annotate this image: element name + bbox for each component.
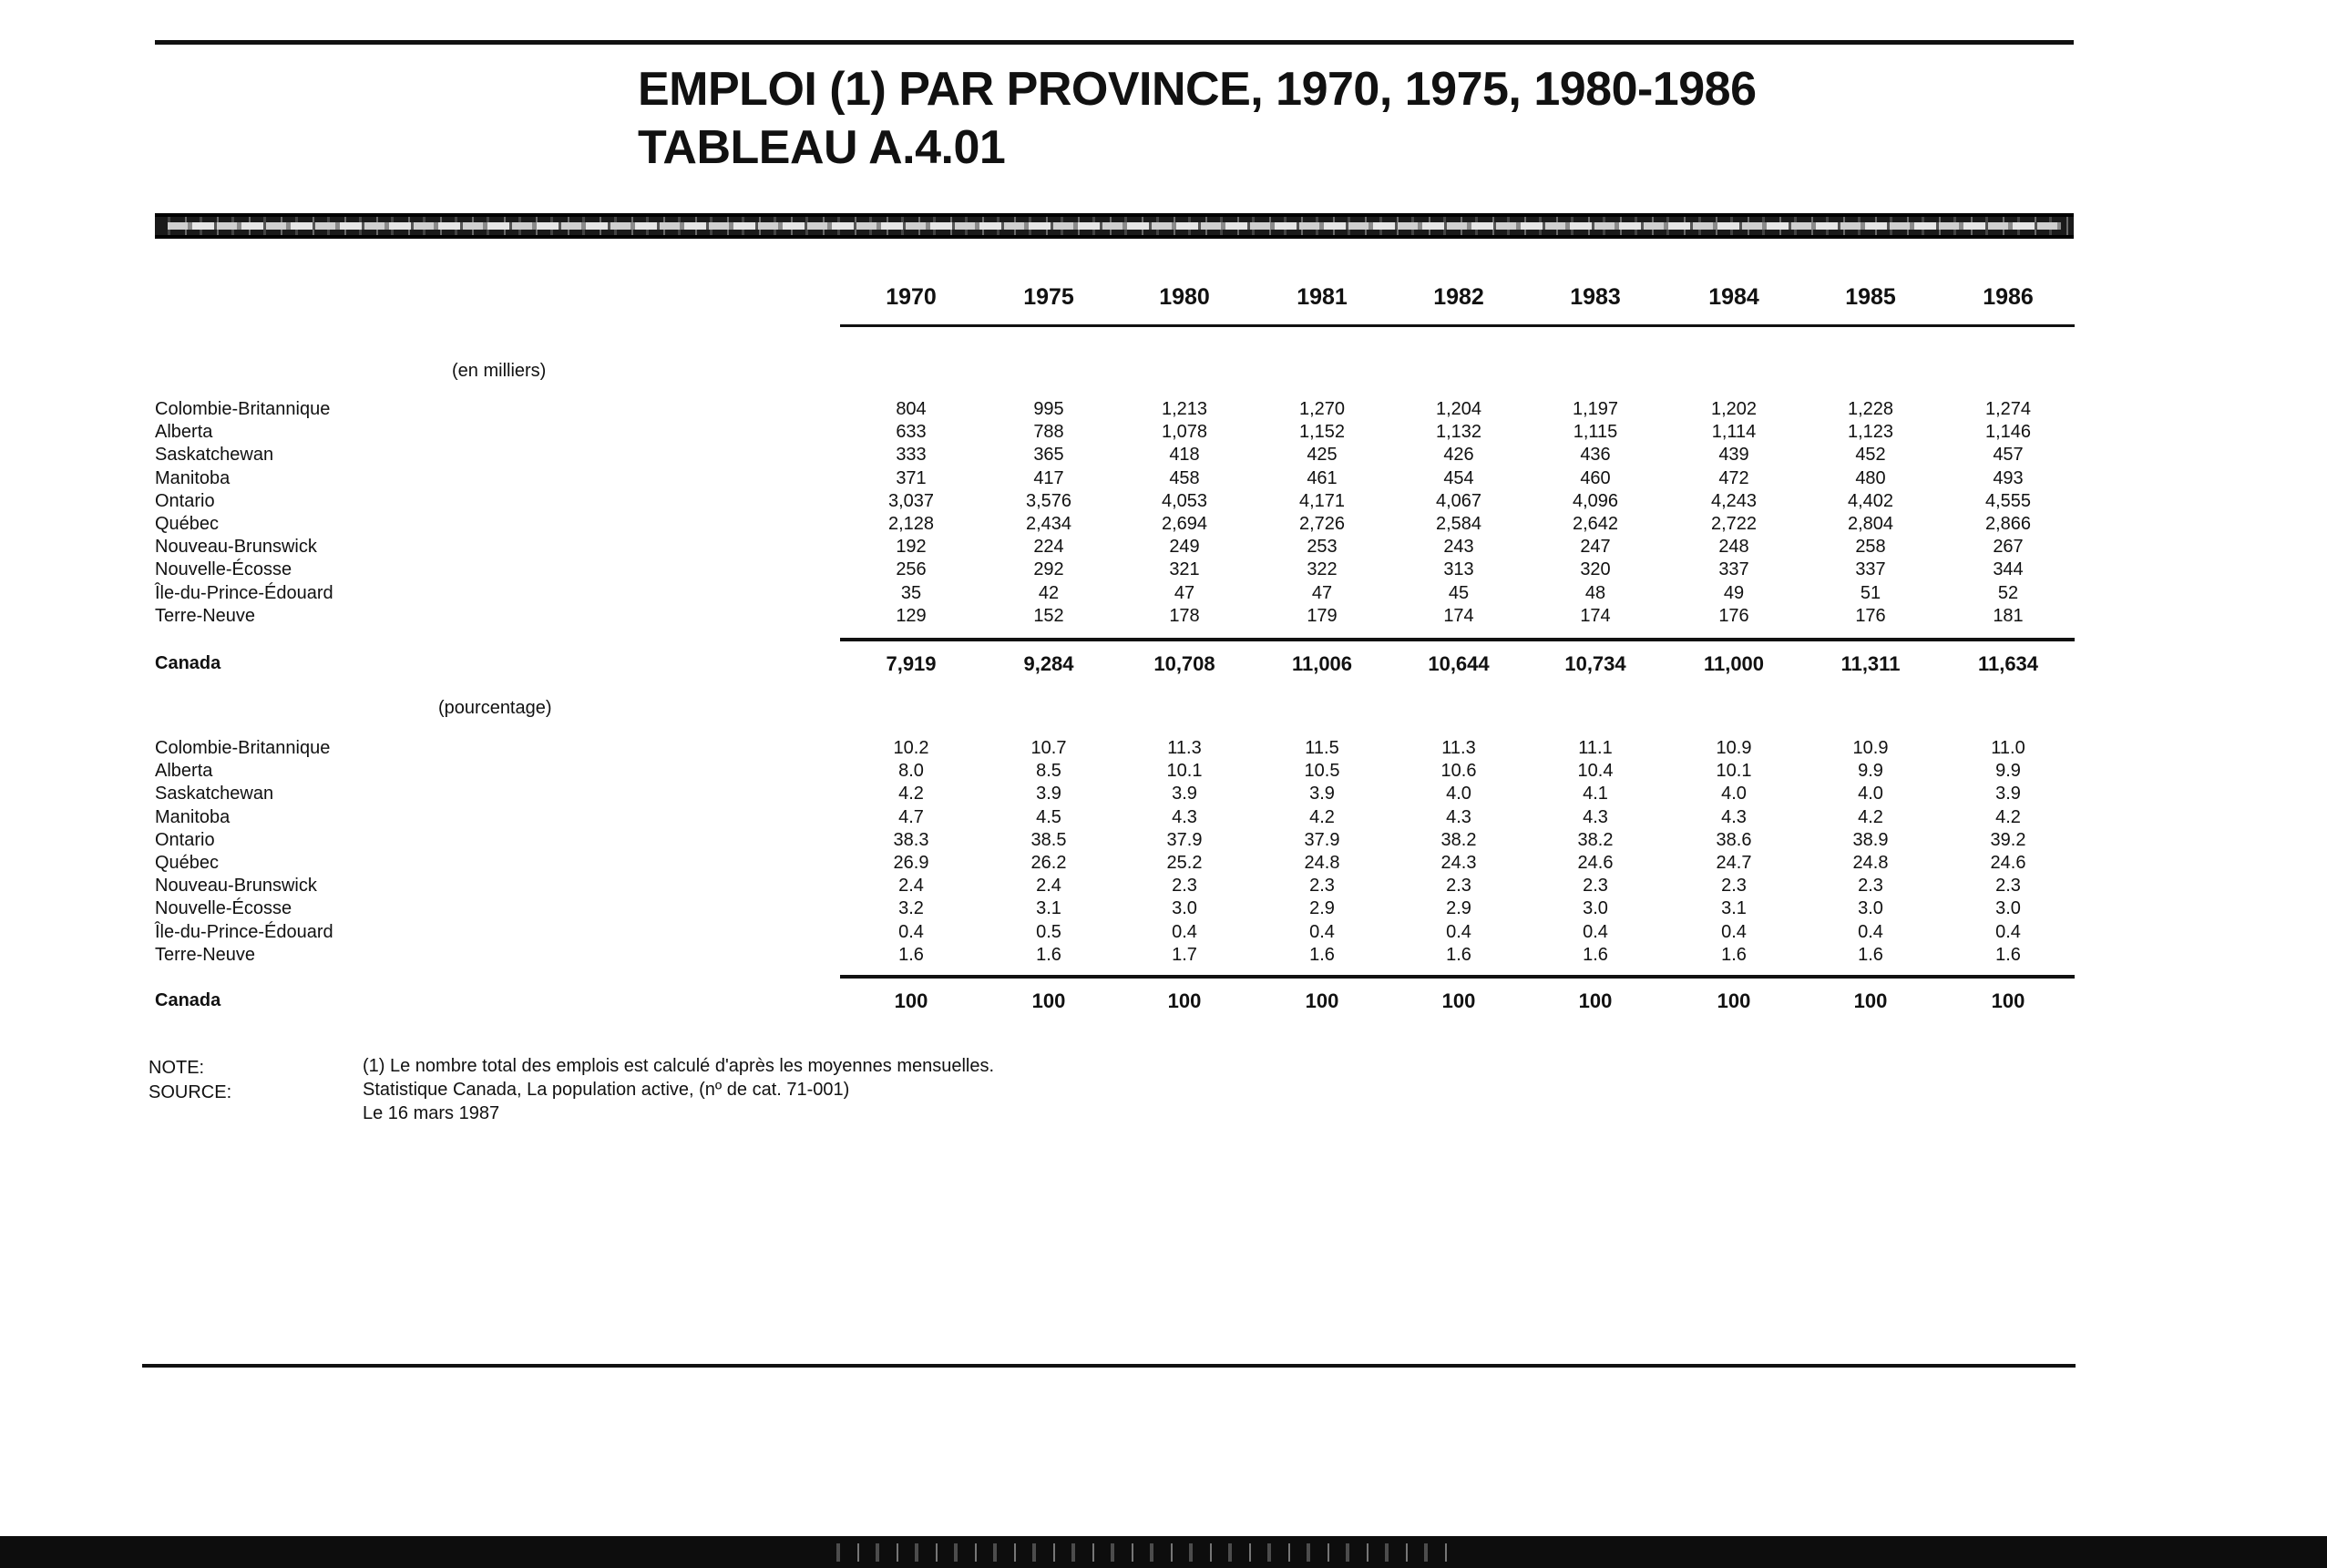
province-label: Île-du-Prince-Édouard — [155, 582, 333, 603]
table-cell: 26.2 — [1030, 853, 1067, 873]
table-cell: 4.0 — [1446, 784, 1471, 804]
table-cell: 418 — [1169, 445, 1200, 466]
table-cell: 337 — [1855, 559, 1886, 580]
table-cell: 1,146 — [1984, 422, 2032, 443]
table-cell: 1,228 — [1847, 399, 1894, 419]
table-cell: 4.3 — [1583, 806, 1608, 827]
table-cell: 4.1 — [1583, 784, 1608, 804]
table-cell: 0.4 — [1721, 921, 1747, 942]
table-cell: 25.2 — [1166, 853, 1203, 873]
province-label: Nouveau-Brunswick — [155, 537, 317, 558]
table-cell: 3.1 — [1721, 898, 1747, 919]
table-cell: 436 — [1580, 445, 1611, 466]
table-cell: 322 — [1307, 559, 1338, 580]
table-cell: 1.6 — [1721, 944, 1747, 965]
table-cell: 3.9 — [1995, 784, 2021, 804]
province-label: Nouveau-Brunswick — [155, 876, 317, 897]
province-label: Saskatchewan — [155, 784, 274, 804]
table-row — [0, 605, 2327, 628]
header-rule — [840, 324, 2075, 327]
table-row — [0, 398, 2327, 421]
table-cell: 2.3 — [1446, 876, 1471, 897]
table-cell: 439 — [1718, 445, 1749, 466]
province-label: Québec — [155, 853, 220, 873]
table-cell: 320 — [1580, 559, 1611, 580]
table-cell: 2,434 — [1025, 514, 1072, 534]
table-cell: 457 — [1993, 445, 2024, 466]
total-cell: 11,634 — [1977, 652, 2039, 675]
table-cell: 38.5 — [1030, 829, 1067, 850]
province-label: Manitoba — [155, 467, 231, 488]
table-cell: 11.5 — [1305, 738, 1339, 758]
table-cell: 1.6 — [898, 944, 924, 965]
province-label: Ontario — [155, 490, 215, 511]
table-cell: 10.1 — [1166, 761, 1203, 782]
table-cell: 788 — [1033, 422, 1064, 443]
table-row — [0, 806, 2327, 829]
table-cell: 4.0 — [1858, 784, 1883, 804]
table-cell: 224 — [1033, 537, 1064, 558]
table-cell: 24.7 — [1716, 853, 1752, 873]
table-row — [0, 737, 2327, 760]
table-cell: 4,243 — [1710, 490, 1758, 511]
table-cell: 1.6 — [1036, 944, 1061, 965]
table-cell: 35 — [900, 582, 922, 603]
top-rule — [155, 40, 2074, 45]
total-cell: 11,311 — [1840, 652, 1901, 675]
table-row — [0, 875, 2327, 897]
table-cell: 37.9 — [1304, 829, 1340, 850]
year-header: 1970 — [886, 284, 937, 310]
table-cell: 37.9 — [1166, 829, 1203, 850]
table-row — [0, 897, 2327, 920]
province-label: Île-du-Prince-Édouard — [155, 921, 333, 942]
table-cell: 460 — [1580, 467, 1611, 488]
table-cell: 321 — [1169, 559, 1200, 580]
table-cell: 0.4 — [1858, 921, 1883, 942]
total-cell: 10,708 — [1153, 652, 1215, 675]
table-cell: 42 — [1038, 582, 1060, 603]
table-cell: 2.3 — [1172, 876, 1197, 897]
total-rule — [840, 975, 2075, 979]
table-cell: 10.6 — [1440, 761, 1477, 782]
total-cell: 9,284 — [1023, 652, 1074, 675]
province-label: Alberta — [155, 761, 213, 782]
province-label: Colombie-Britannique — [155, 738, 331, 758]
table-cell: 0.4 — [898, 921, 924, 942]
table-cell: 633 — [896, 422, 927, 443]
table-row — [0, 760, 2327, 783]
section-unit-label: (en milliers) — [452, 361, 547, 381]
table-cell: 4,555 — [1984, 490, 2032, 511]
table-cell: 2,866 — [1984, 514, 2032, 534]
table-row — [0, 536, 2327, 559]
table-cell: 426 — [1443, 445, 1474, 466]
table-cell: 3.9 — [1172, 784, 1197, 804]
total-rule — [840, 638, 2075, 641]
table-cell: 10.5 — [1304, 761, 1340, 782]
table-row — [0, 513, 2327, 536]
bottom-rule — [142, 1364, 2076, 1368]
table-cell: 4,053 — [1161, 490, 1208, 511]
table-cell: 2,694 — [1161, 514, 1208, 534]
table-cell: 4,096 — [1572, 490, 1619, 511]
total-cell: 11,006 — [1291, 652, 1353, 675]
table-cell: 4.2 — [1995, 806, 2021, 827]
table-cell: 1,202 — [1710, 399, 1758, 419]
table-cell: 4.0 — [1721, 784, 1747, 804]
table-row — [0, 852, 2327, 875]
table-row — [0, 829, 2327, 852]
table-cell: 2,726 — [1298, 514, 1346, 534]
total-label: Canada — [155, 990, 221, 1010]
table-cell: 365 — [1033, 445, 1064, 466]
table-cell: 1,123 — [1847, 422, 1894, 443]
table-row — [0, 783, 2327, 805]
table-cell: 4,402 — [1847, 490, 1894, 511]
note-text: (1) Le nombre total des emplois est calculé d'après les moyennes mensuelles. — [363, 1056, 995, 1076]
table-cell: 11.1 — [1578, 738, 1613, 758]
table-cell: 1,274 — [1984, 399, 2032, 419]
table-cell: 4,067 — [1435, 490, 1482, 511]
source-label: SOURCE: — [149, 1082, 232, 1102]
table-row — [0, 444, 2327, 466]
table-cell: 267 — [1993, 537, 2024, 558]
table-row — [0, 921, 2327, 944]
province-label: Saskatchewan — [155, 445, 274, 466]
table-cell: 1.6 — [1309, 944, 1335, 965]
province-label: Ontario — [155, 829, 215, 850]
table-cell: 4.2 — [1858, 806, 1883, 827]
table-cell: 38.2 — [1577, 829, 1614, 850]
province-label: Québec — [155, 514, 220, 534]
title-line-1: EMPLOI (1) PAR PROVINCE, 1970, 1975, 1980-1986 — [638, 63, 1757, 116]
table-cell: 9.9 — [1995, 761, 2021, 782]
table-cell: 333 — [896, 445, 927, 466]
table-cell: 4.3 — [1446, 806, 1471, 827]
total-cell: 100 — [1305, 989, 1339, 1012]
table-cell: 1,213 — [1161, 399, 1208, 419]
table-cell: 10.1 — [1716, 761, 1752, 782]
table-cell: 1,152 — [1298, 422, 1346, 443]
title-line-2: TABLEAU A.4.01 — [638, 121, 1006, 174]
table-cell: 24.6 — [1990, 853, 2026, 873]
table-cell: 178 — [1169, 605, 1200, 626]
decorative-band — [155, 213, 2074, 239]
table-cell: 3.1 — [1036, 898, 1061, 919]
table-row — [0, 944, 2327, 967]
table-cell: 2.3 — [1721, 876, 1747, 897]
total-cell: 100 — [1441, 989, 1476, 1012]
table-cell: 292 — [1033, 559, 1064, 580]
source-text: Statistique Canada, La population active, (nº de cat. 71-001) — [363, 1080, 850, 1100]
year-header: 1985 — [1845, 284, 1896, 310]
table-cell: 313 — [1443, 559, 1474, 580]
table-cell: 2,722 — [1710, 514, 1758, 534]
total-cell: 100 — [1853, 989, 1888, 1012]
table-cell: 1.6 — [1583, 944, 1608, 965]
table-cell: 417 — [1033, 467, 1064, 488]
table-cell: 10.2 — [893, 738, 929, 758]
table-cell: 38.2 — [1440, 829, 1477, 850]
table-cell: 179 — [1307, 605, 1338, 626]
table-cell: 49 — [1723, 582, 1745, 603]
year-header: 1981 — [1297, 284, 1348, 310]
table-cell: 0.4 — [1583, 921, 1608, 942]
table-cell: 11.3 — [1441, 738, 1476, 758]
year-header: 1982 — [1433, 284, 1484, 310]
table-cell: 461 — [1307, 467, 1338, 488]
table-cell: 3.9 — [1036, 784, 1061, 804]
table-cell: 337 — [1718, 559, 1749, 580]
table-cell: 0.4 — [1446, 921, 1471, 942]
table-cell: 1,204 — [1435, 399, 1482, 419]
table-cell: 4.7 — [898, 806, 924, 827]
table-cell: 2,584 — [1435, 514, 1482, 534]
table-cell: 2.3 — [1858, 876, 1883, 897]
table-cell: 26.9 — [893, 853, 929, 873]
table-cell: 256 — [896, 559, 927, 580]
table-cell: 2.3 — [1583, 876, 1608, 897]
table-cell: 48 — [1584, 582, 1606, 603]
table-cell: 8.0 — [898, 761, 924, 782]
table-cell: 248 — [1718, 537, 1749, 558]
total-cell: 100 — [894, 989, 928, 1012]
table-cell: 24.3 — [1440, 853, 1477, 873]
total-cell: 7,919 — [886, 652, 937, 675]
table-cell: 2.3 — [1309, 876, 1335, 897]
table-cell: 47 — [1311, 582, 1333, 603]
table-cell: 38.3 — [893, 829, 929, 850]
province-label: Terre-Neuve — [155, 605, 256, 626]
table-cell: 176 — [1855, 605, 1886, 626]
table-cell: 247 — [1580, 537, 1611, 558]
table-cell: 181 — [1993, 605, 2024, 626]
table-cell: 0.4 — [1172, 921, 1197, 942]
table-cell: 2.9 — [1309, 898, 1335, 919]
table-cell: 804 — [896, 399, 927, 419]
table-cell: 1,078 — [1161, 422, 1208, 443]
table-cell: 4.3 — [1721, 806, 1747, 827]
table-cell: 24.8 — [1304, 853, 1340, 873]
table-cell: 243 — [1443, 537, 1474, 558]
table-cell: 192 — [896, 537, 927, 558]
table-cell: 2,804 — [1847, 514, 1894, 534]
table-cell: 11.0 — [1991, 738, 2025, 758]
table-cell: 8.5 — [1036, 761, 1061, 782]
province-label: Colombie-Britannique — [155, 399, 331, 419]
table-cell: 152 — [1033, 605, 1064, 626]
total-row — [0, 652, 2327, 675]
table-cell: 4.3 — [1172, 806, 1197, 827]
table-cell: 253 — [1307, 537, 1338, 558]
table-cell: 2.3 — [1995, 876, 2021, 897]
total-cell: 100 — [1578, 989, 1613, 1012]
table-cell: 51 — [1860, 582, 1881, 603]
table-cell: 480 — [1855, 467, 1886, 488]
table-cell: 4,171 — [1298, 490, 1346, 511]
table-cell: 3.0 — [1172, 898, 1197, 919]
province-label: Nouvelle-Écosse — [155, 898, 292, 919]
table-cell: 425 — [1307, 445, 1338, 466]
table-cell: 4.2 — [898, 784, 924, 804]
table-cell: 38.6 — [1716, 829, 1752, 850]
table-cell: 2.4 — [1036, 876, 1061, 897]
total-cell: 100 — [1991, 989, 2025, 1012]
table-cell: 24.8 — [1852, 853, 1889, 873]
table-row — [0, 490, 2327, 513]
table-cell: 472 — [1718, 467, 1749, 488]
province-label: Terre-Neuve — [155, 944, 256, 965]
table-cell: 3.9 — [1309, 784, 1335, 804]
table-row — [0, 421, 2327, 444]
total-cell: 10,734 — [1564, 652, 1626, 675]
table-cell: 0.4 — [1995, 921, 2021, 942]
table-row — [0, 467, 2327, 490]
table-cell: 1.6 — [1858, 944, 1883, 965]
table-cell: 458 — [1169, 467, 1200, 488]
total-cell: 11,000 — [1703, 652, 1765, 675]
table-cell: 45 — [1448, 582, 1470, 603]
table-cell: 1,114 — [1711, 422, 1757, 443]
table-cell: 995 — [1033, 399, 1064, 419]
province-label: Alberta — [155, 422, 213, 443]
province-label: Nouvelle-Écosse — [155, 559, 292, 580]
table-cell: 10.9 — [1852, 738, 1889, 758]
scan-edge-bar — [0, 1536, 2327, 1568]
table-cell: 344 — [1993, 559, 2024, 580]
table-cell: 2,642 — [1572, 514, 1619, 534]
table-cell: 1,270 — [1298, 399, 1346, 419]
table-cell: 10.9 — [1716, 738, 1752, 758]
table-cell: 371 — [896, 467, 927, 488]
table-cell: 176 — [1718, 605, 1749, 626]
table-cell: 174 — [1580, 605, 1611, 626]
table-cell: 10.4 — [1577, 761, 1614, 782]
table-cell: 174 — [1443, 605, 1474, 626]
table-cell: 3.2 — [898, 898, 924, 919]
table-cell: 452 — [1855, 445, 1886, 466]
table-cell: 129 — [896, 605, 927, 626]
total-row — [0, 989, 2327, 1012]
total-cell: 100 — [1167, 989, 1202, 1012]
table-cell: 2.9 — [1446, 898, 1471, 919]
year-header: 1975 — [1023, 284, 1074, 310]
table-cell: 4.2 — [1309, 806, 1335, 827]
table-row — [0, 582, 2327, 605]
table-cell: 0.5 — [1036, 921, 1061, 942]
section-unit-label: (pourcentage) — [438, 698, 552, 718]
date-text: Le 16 mars 1987 — [363, 1103, 500, 1123]
table-cell: 11.3 — [1167, 738, 1202, 758]
table-cell: 47 — [1174, 582, 1195, 603]
table-cell: 249 — [1169, 537, 1200, 558]
year-header: 1980 — [1159, 284, 1210, 310]
table-cell: 1.6 — [1995, 944, 2021, 965]
table-cell: 52 — [1997, 582, 2019, 603]
table-cell: 2.4 — [898, 876, 924, 897]
note-label: NOTE: — [149, 1058, 205, 1078]
table-cell: 3.0 — [1583, 898, 1608, 919]
table-cell: 24.6 — [1577, 853, 1614, 873]
table-cell: 3,576 — [1025, 490, 1072, 511]
table-cell: 1,115 — [1573, 422, 1618, 443]
total-label: Canada — [155, 653, 221, 673]
year-header: 1983 — [1570, 284, 1621, 310]
page-title — [638, 60, 1757, 177]
table-cell: 3.0 — [1995, 898, 2021, 919]
table-cell: 493 — [1993, 467, 2024, 488]
year-header: 1984 — [1708, 284, 1759, 310]
province-label: Manitoba — [155, 806, 231, 827]
table-cell: 1.7 — [1172, 944, 1197, 965]
table-cell: 1,132 — [1435, 422, 1482, 443]
total-cell: 100 — [1717, 989, 1751, 1012]
table-cell: 39.2 — [1990, 829, 2026, 850]
table-cell: 3,037 — [887, 490, 935, 511]
table-cell: 454 — [1443, 467, 1474, 488]
table-cell: 9.9 — [1858, 761, 1883, 782]
table-cell: 2,128 — [887, 514, 935, 534]
table-cell: 258 — [1855, 537, 1886, 558]
year-header: 1986 — [1983, 284, 2034, 310]
table-cell: 10.7 — [1030, 738, 1067, 758]
table-cell: 1.6 — [1446, 944, 1471, 965]
table-cell: 0.4 — [1309, 921, 1335, 942]
table-cell: 38.9 — [1852, 829, 1889, 850]
table-cell: 3.0 — [1858, 898, 1883, 919]
total-cell: 10,644 — [1428, 652, 1490, 675]
table-cell: 4.5 — [1036, 806, 1061, 827]
table-row — [0, 559, 2327, 581]
table-cell: 1,197 — [1572, 399, 1619, 419]
total-cell: 100 — [1031, 989, 1066, 1012]
